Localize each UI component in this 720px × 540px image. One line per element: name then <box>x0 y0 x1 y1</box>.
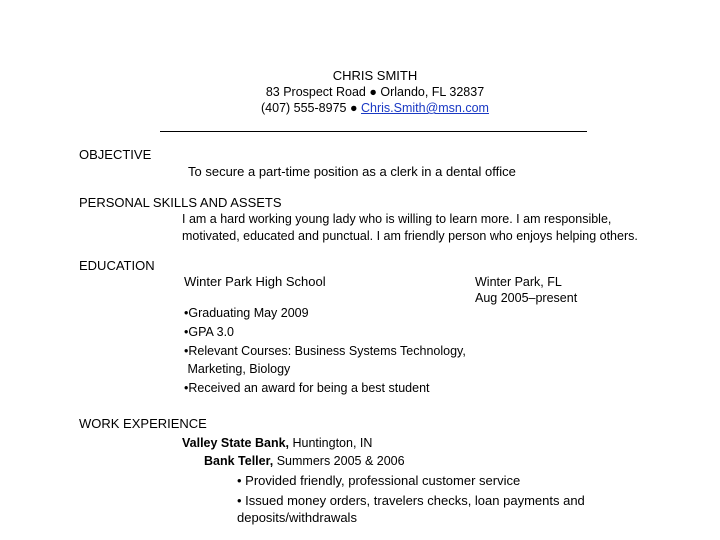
skills-line-1: I am a hard working young lady who is willing to learn more. I am responsible, <box>182 212 612 226</box>
work-bullet: • Provided friendly, professional customer service <box>237 473 521 488</box>
work-bullet: • Issued money orders, travelers checks, loan payments and <box>237 493 585 508</box>
education-heading: EDUCATION <box>79 258 155 273</box>
education-bullet-continued: Marketing, Biology <box>184 362 291 376</box>
education-bullet: •Graduating May 2009 <box>184 306 309 320</box>
header-divider <box>160 131 587 132</box>
education-bullet: •GPA 3.0 <box>184 325 235 339</box>
skills-line-2: motivated, educated and punctual. I am friendly person who enjoys helping others. <box>182 229 638 243</box>
school-name: Winter Park High School <box>184 274 326 289</box>
work-bullet-continued: deposits/withdrawals <box>237 510 357 525</box>
employer-location: Huntington, IN <box>289 436 373 450</box>
email-link[interactable]: Chris.Smith@msn.com <box>360 101 489 115</box>
school-dates: Aug 2005–present <box>475 291 578 305</box>
objective-heading: OBJECTIVE <box>79 147 152 162</box>
resume-contact <box>0 101 720 115</box>
job-title: Bank Teller, <box>204 454 274 468</box>
education-bullet: •Relevant Courses: Business Systems Technology, <box>184 344 466 358</box>
resume-address: 83 Prospect Road ● Orlando, FL 32837 <box>265 85 485 99</box>
job-title-line <box>204 454 405 468</box>
resume-phone: (407) 555-8975 ● <box>261 101 361 115</box>
school-location: Winter Park, FL <box>475 275 562 289</box>
skills-heading: PERSONAL SKILLS AND ASSETS <box>79 195 282 210</box>
employer-line <box>182 436 372 450</box>
employer-name: Valley State Bank, <box>182 436 290 450</box>
work-heading: WORK EXPERIENCE <box>79 416 207 431</box>
job-dates: Summers 2005 & 2006 <box>273 454 405 468</box>
objective-text: To secure a part-time position as a clerk in a dental office <box>188 164 516 179</box>
resume-name: CHRIS SMITH <box>332 68 418 83</box>
education-bullet: •Received an award for being a best student <box>184 381 430 395</box>
